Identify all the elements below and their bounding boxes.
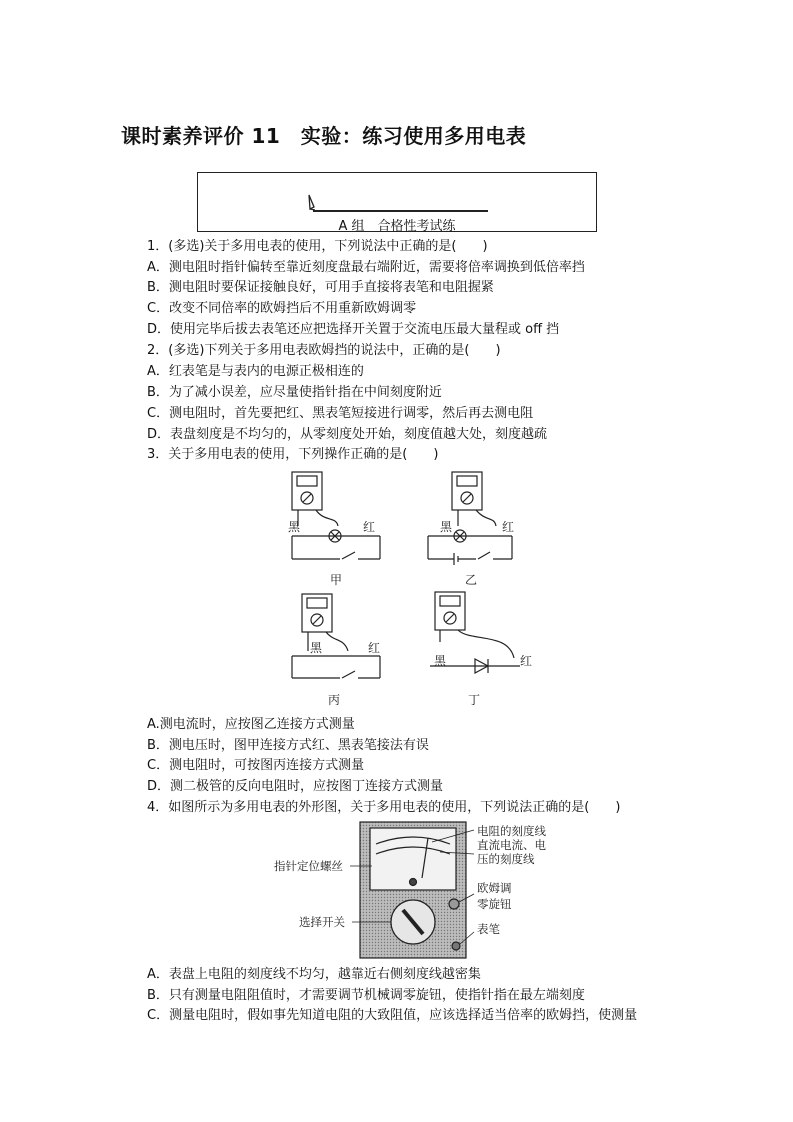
q3-option-d: D．测二极管的反向电阻时，应按图丁连接方式测量 [147,779,444,794]
q2-option-d: D．表盘刻度是不均匀的，从零刻度处开始，刻度值越大处，刻度越疏 [147,427,548,442]
probe-jack [452,942,460,950]
caption-ding: 丁 [468,693,481,707]
label-red-yi: 红 [502,520,515,534]
label-ohm-zero-line2: 零旋钮 [477,897,512,911]
q3-option-b: B．测电压时，图甲连接方式红、黑表笔接法有误 [147,738,429,753]
q1-option-b: B．测电阻时要保证接触良好，可用手直接将表笔和电阻握紧 [147,280,494,295]
circuit-bing [292,594,380,678]
q1-option-c: C．改变不同倍率的欧姆挡后不用重新欧姆调零 [147,301,417,316]
pointer-screw [410,879,417,886]
circuit-jia [292,472,380,559]
q2-stem: 2．(多选)下列关于多用电表欧姆挡的说法中，正确的是( ) [147,343,501,358]
label-black-ding: 黑 [434,654,447,668]
q4-multimeter-figure [272,818,562,960]
label-ohm-zero-line1: 欧姆调 [477,881,512,895]
q3-stem: 3．关于多用电表的使用，下列操作正确的是( ) [147,447,439,462]
label-resistance-scale: 电阻的刻度线 [477,824,546,838]
label-dc-scale-line2: 压的刻度线 [477,852,535,866]
q3-circuit-figure [280,466,533,711]
label-red-jia: 红 [363,520,376,534]
ohm-zero-knob [449,899,459,909]
caption-bing: 丙 [328,693,341,707]
label-probe: 表笔 [477,922,500,936]
label-black-bing: 黑 [310,641,323,655]
q1-option-d: D．使用完毕后拔去表笔还应把选择开关置于交流电压最大量程或 off 挡 [147,322,560,337]
q2-option-c: C．测电阻时，首先要把红、黑表笔短接进行调零，然后再去测电阻 [147,406,534,421]
banner-rule [313,210,488,212]
q4-option-a: A．表盘上电阻的刻度线不均匀，越靠近右侧刻度线越密集 [147,967,481,982]
label-black-jia: 黑 [288,520,301,534]
q1-stem: 1．(多选)关于多用电表的使用，下列说法中正确的是( ) [147,239,488,254]
label-dc-scale-line1: 直流电流、电 [477,838,546,852]
q4-option-c: C．测量电阻时，假如事先知道电阻的大致阻值，应该选择适当倍率的欧姆挡，使测量 [147,1008,638,1023]
q2-option-a: A．红表笔是与表内的电源正极相连的 [147,364,364,379]
label-black-yi: 黑 [440,520,453,534]
label-selector: 选择开关 [299,915,345,929]
q4-option-b: B．只有测量电阻阻值时，才需要调节机械调零旋钮，使指针指在最左端刻度 [147,988,585,1003]
label-red-bing: 红 [368,641,381,655]
circuit-yi [428,472,515,565]
q3-option-c: C．测电阻时，可按图丙连接方式测量 [147,758,365,773]
label-red-ding: 红 [520,654,533,668]
section-label: A 组 合格性考试练 [338,219,456,234]
q2-option-b: B．为了减小误差，应尽量使指针指在中间刻度附近 [147,385,442,400]
label-pointer-screw: 指针定位螺丝 [274,859,343,873]
q4-stem: 4．如图所示为多用电表的外形图，关于多用电表的使用，下列说法正确的是( ) [147,800,621,815]
caption-jia: 甲 [330,573,343,587]
section-banner [197,172,597,232]
q3-option-a: A.测电流时，应按图乙连接方式测量 [147,717,355,732]
caption-yi: 乙 [465,573,478,587]
page-title: 课时素养评价 11 实验：练习使用多用电表 [121,124,527,148]
q1-option-a: A．测电阻时指针偏转至靠近刻度盘最右端附近，需要将倍率调换到低倍率挡 [147,260,585,275]
